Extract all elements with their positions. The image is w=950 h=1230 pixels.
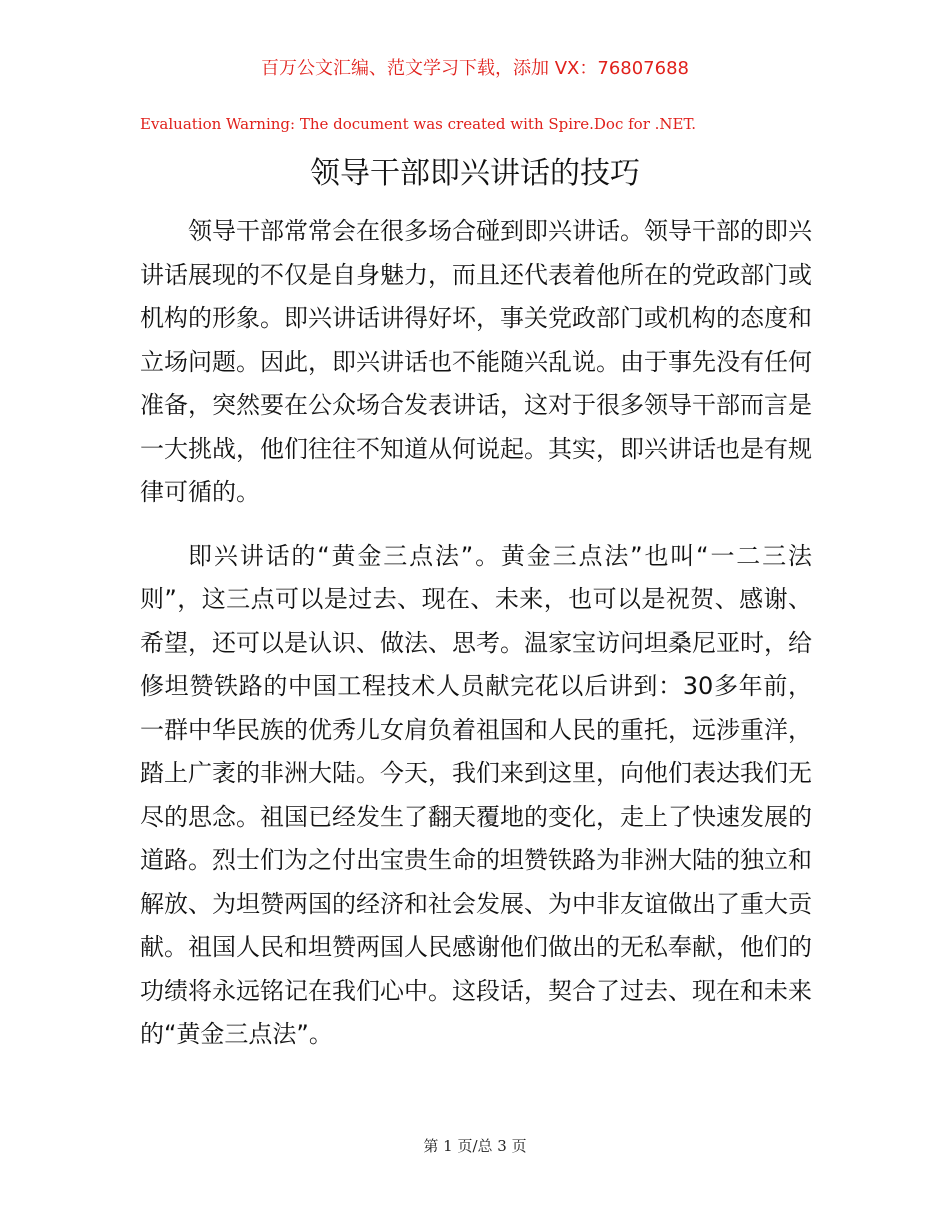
page-footer: 第 1 页/总 3 页: [423, 1137, 527, 1155]
paragraph-2: 即兴讲话的“黄金三点法”。黄金三点法”也叫“一二三法则”，这三点可以是过去、现在、未来，也可以是祝贺、感谢、希望，还可以是认识、做法、思考。温家宝访问坦桑尼亚时，给修坦赞铁路的中国工程技术人员献完花以后讲到：30多年前，一群中华民族的优秀儿女肩负着祖国和人民的重托，远涉重洋，踏上广袤的非洲大陆。今天，我们来到这里，向他们表达我们无尽的思念。祖国已经发生了翻天覆地的变化，走上了快速发展的道路。烈士们为之付出宝贵生命的坦赞铁路为非洲大陆的独立和解放、为坦赞两国的经济和社会发展、为中非友谊做出了重大贡献。祖国人民和坦赞两国人民感谢他们做出的无私奉献，他们的功绩将永远铭记在我们心中。这段话，契合了过去、现在和未来的“黄金三点法”。: [140, 541, 812, 1048]
header-banner: 百万公文汇编、范文学习下载，添加 VX：76807688: [261, 58, 689, 79]
evaluation-warning: Evaluation Warning: The document was created with Spire.Doc for .NET.: [140, 115, 697, 133]
document-body: [140, 210, 812, 1057]
paragraph-1: 领导干部常常会在很多场合碰到即兴讲话。领导干部的即兴讲话展现的不仅是自身魅力，而且还代表着他所在的党政部门或机构的形象。即兴讲话讲得好坏，事关党政部门或机构的态度和立场问题。因此，即兴讲话也不能随兴乱说。由于事先没有任何准备，突然要在公众场合发表讲话，这对于很多领导干部而言是一大挑战，他们往往不知道从何说起。其实，即兴讲话也是有规律可循的。: [140, 217, 812, 506]
document-title: 领导干部即兴讲话的技巧: [310, 156, 640, 191]
